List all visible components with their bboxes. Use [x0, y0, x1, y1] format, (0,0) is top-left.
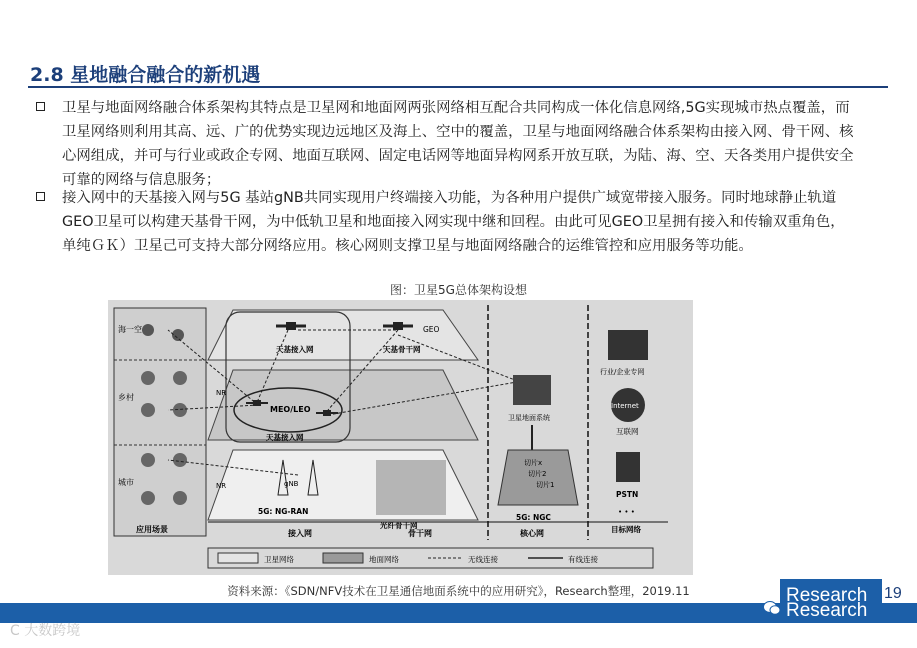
bullet-item-1	[36, 96, 856, 192]
vehicle-icon	[173, 453, 187, 467]
legend-swatch-sat	[218, 553, 258, 563]
label-village: 乡村	[118, 393, 134, 402]
plane-icon	[142, 324, 154, 336]
fiber-map	[376, 460, 446, 515]
middle-plane	[208, 370, 478, 440]
page-title: 2.8 星地融合融合的新机遇	[30, 64, 261, 86]
bullet-text: 卫星与地面网络融合体系架构其特点是卫星网和地面网两张网络相互配合共同构成一体化信息网络,5G实现城市热点覆盖，而卫星网络则利用其高、远、广的优势实现边远地区及海上、空中的覆盖，卫星与地面网络融合体系架构由接入网、骨干网、核心网组成，并可与行业或政企专网、地面互联网、固定电话网等地面异构网系开放互联，为陆、海、空、天各类用户提供安全可靠的网络与信息服务；	[62, 100, 854, 188]
label-col-core: 核心网	[520, 529, 544, 538]
bullet-square-icon	[36, 102, 45, 111]
label-sat-ground-system: 卫星地面系统	[508, 414, 550, 422]
label-fiber-backbone: 光纤骨干网	[380, 521, 418, 530]
legend-wireless: 无线连接	[468, 555, 498, 564]
architecture-figure	[108, 300, 693, 575]
label-industry-net: 行业/企业专网	[600, 368, 645, 376]
label-ng-ran: 5G: NG-RAN	[258, 507, 309, 516]
top-plane	[208, 310, 478, 360]
terminal-icon	[141, 371, 155, 385]
label-ellipsis: • • •	[618, 508, 635, 516]
label-internet: 互联网	[616, 427, 639, 436]
label-meo-leo: MEO/LEO	[270, 405, 311, 414]
page-number: 19	[884, 585, 902, 602]
hotspot-icon	[141, 403, 155, 417]
legend-sat: 卫星网络	[264, 555, 294, 564]
label-geo: GEO	[423, 325, 440, 334]
antenna-icon	[173, 371, 187, 385]
legend-wired: 有线连接	[568, 555, 598, 564]
title-divider	[28, 86, 888, 88]
label-app-scene: 应用场景	[136, 525, 168, 534]
car-icon	[173, 491, 187, 505]
label-tianji-access: 天基接入网	[276, 345, 314, 354]
label-tianji-access-mid: 天基接入网	[266, 433, 304, 442]
network-icon	[173, 403, 187, 417]
label-slice-2: 切片2	[528, 470, 547, 478]
research-logo-text: Research	[786, 585, 868, 606]
label-slice-1: 切片1	[536, 481, 555, 489]
building-icon	[141, 453, 155, 467]
label-nr-top: NR	[216, 389, 227, 397]
label-pstn: PSTN	[616, 490, 639, 499]
scene-column	[114, 308, 206, 536]
telephone-icon	[616, 452, 640, 482]
legend-ground: 地面网络	[369, 555, 399, 564]
bullet-square-icon	[36, 192, 45, 201]
architecture-diagram	[108, 300, 693, 575]
label-gnb: gNB	[284, 480, 299, 488]
label-tianji-backbone: 天基骨干网	[383, 345, 421, 354]
research-logo-echo: Research	[786, 600, 868, 621]
label-col-access: 接入网	[288, 529, 312, 538]
bullet-item-2	[36, 186, 856, 258]
ground-station-dish	[513, 375, 551, 405]
label-nr-bottom: NR	[216, 482, 227, 490]
label-internet-logo: Internet	[611, 402, 639, 410]
source-note: 资料来源：《SDN/NFV技术在卫星通信地面系统中的应用研究》，Research整理，2019.11	[227, 584, 690, 598]
watermark: C 大数跨境	[10, 623, 81, 639]
label-target-net: 目标网络	[611, 525, 641, 534]
person-icon	[141, 491, 155, 505]
label-col-backbone: 骨干网	[408, 529, 432, 538]
legend-swatch-ground	[323, 553, 363, 563]
ship-icon	[172, 329, 184, 341]
label-slice-x: 切片x	[524, 459, 543, 467]
figure-caption: 图：卫星5G总体架构设想	[390, 283, 527, 297]
enterprise-icon	[608, 330, 648, 360]
label-ngc: 5G: NGC	[516, 513, 551, 522]
label-sea-air: 海一空	[118, 325, 142, 334]
bullet-text: 接入网中的天基接入网与5G 基站gNB共同实现用户终端接入功能，为各种用户提供广域宽带接入服务。同时地球静止轨道GEO卫星可以构建天基骨干网，为中低轨卫星和地面接入网实现中继和回程。由此可见GEO卫星拥有接入和传输双重角色，单纯ＧＫ）卫星己可支持大部分网络应用。核心网则支撑卫星与地面网络融合的运维管控和应用服务等功能。	[62, 190, 845, 254]
label-city: 城市	[118, 478, 134, 487]
wechat-icon	[763, 600, 781, 616]
